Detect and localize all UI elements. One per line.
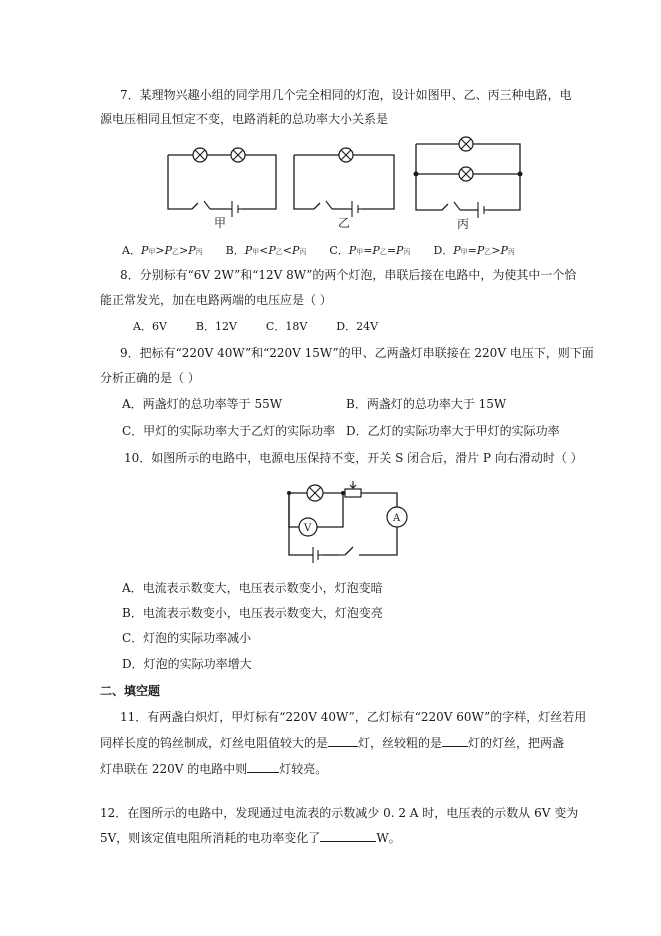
fig-label-bing: 丙	[457, 217, 470, 231]
q9-line1: 9．把标有“220V 40W”和“220V 15W”的甲、乙两盏灯串联接在 220V 电压下，则下面	[120, 346, 594, 360]
q10-option-c[interactable]: C．灯泡的实际功率减小	[122, 631, 252, 645]
q8-option-c[interactable]: C．18V	[265, 320, 308, 333]
voltmeter-label: V	[304, 523, 312, 534]
circuit-diagram-yi	[290, 143, 400, 233]
circuit-diagram-jia	[160, 143, 282, 233]
q11-line2: 同样长度的钨丝制成，灯丝电阻值较大的是 灯，丝较粗的是 灯的灯丝，把两盏	[100, 736, 565, 750]
q11-blank-2[interactable]	[442, 735, 468, 747]
q7-line2: 源电压相同且恒定不变，电路消耗的总功率大小关系是	[100, 112, 389, 126]
q10-option-a[interactable]: A．电流表示数变大，电压表示数变小，灯泡变暗	[122, 581, 383, 595]
q11-blank-1[interactable]	[328, 735, 358, 747]
q7-option-b[interactable]: B．P甲<P乙<P丙	[225, 244, 307, 257]
ammeter-label: A	[393, 513, 401, 524]
q10-option-b[interactable]: B．电流表示数变小，电压表示数变大，灯泡变亮	[122, 606, 383, 620]
q7-line1: 7．某理物兴趣小组的同学用几个完全相同的灯泡，设计如图甲、乙、丙三种电路，电	[120, 88, 572, 102]
fig-label-yi: 乙	[338, 216, 351, 230]
q8-options	[133, 319, 378, 335]
q7-option-d[interactable]: D．P甲=P乙>P丙	[433, 244, 515, 257]
q8-option-a[interactable]: A．6V	[133, 320, 167, 333]
circuit-diagram-q10	[283, 477, 413, 567]
q12-line1: 12．在图所示的电路中，发现通过电流表的示数减少 0. 2 A 时，电压表的示数从 6V 变为	[100, 806, 579, 820]
q11-line3: 灯串联在 220V 的电路中则 灯较亮。	[100, 762, 328, 776]
q10-line1: 10．如图所示的电路中，电源电压保持不变，开关 S 闭合后，滑片 P 向右滑动时（ ）	[124, 451, 583, 465]
q7-option-a[interactable]: A．P甲>P乙>P丙	[122, 244, 203, 257]
q9-option-d[interactable]: D．乙灯的实际功率大于甲灯的实际功率	[346, 424, 560, 438]
q9-line2: 分析正确的是（ ）	[100, 371, 200, 385]
q9-option-a[interactable]: A．两盏灯的总功率等于 55W	[122, 397, 283, 411]
q7-option-c[interactable]: C．P甲=P乙=P丙	[329, 244, 411, 257]
q8-option-d[interactable]: D．24V	[336, 320, 379, 333]
q12-blank[interactable]	[320, 830, 376, 842]
q8-line1: 8．分别标有“6V 2W”和“12V 8W”的两个灯泡，串联后接在电路中，为使其中一个恰	[120, 268, 577, 282]
q11-blank-3[interactable]	[247, 761, 279, 773]
q11-line1: 11．有两盏白炽灯，甲灯标有“220V 40W”，乙灯标有“220V 60W”的字样，灯丝若用	[120, 710, 587, 724]
q7-options	[122, 243, 515, 260]
section-heading: 二、填空题	[100, 684, 161, 698]
q8-option-b[interactable]: B．12V	[195, 320, 237, 333]
circuit-diagram-bing	[414, 130, 524, 234]
q9-option-b[interactable]: B．两盏灯的总功率大于 15W	[346, 397, 507, 411]
q9-option-c[interactable]: C．甲灯的实际功率大于乙灯的实际功率	[122, 424, 336, 438]
q12-line2: 5V，则该定值电阻所消耗的电功率变化了 W。	[100, 831, 401, 845]
fig-label-jia: 甲	[214, 216, 227, 230]
q10-option-d[interactable]: D．灯泡的实际功率增大	[122, 657, 252, 671]
q8-line2: 能正常发光，加在电路两端的电压应是（ ）	[100, 293, 332, 307]
